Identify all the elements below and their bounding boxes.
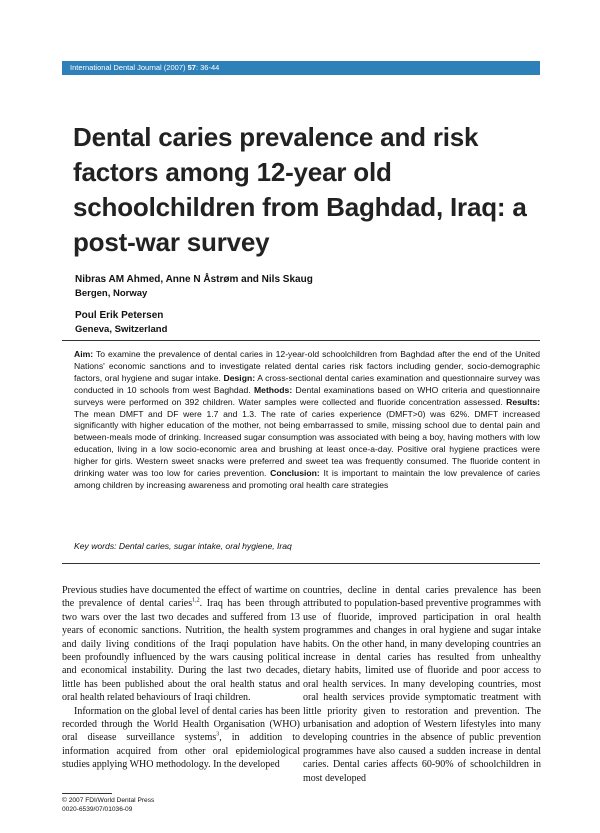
abstract-conclusion-text: It is important to maintain the low prevalence of caries among children by increasing awareness and promoting oral health care strategies bbox=[74, 468, 541, 490]
body-paragraph: Previous studies have documented the effect of wartime on the prevalence of dental caries$^{1,2}$. Iraq has been through two wars over the last two decades and suffered from 13 years of economic sanctions. Nutrition, the health system and daily living conditions of the Iraqi population have been profoundly influenced by the wars causing political and economical instability. During the last two decades, little has been published about the oral health status and oral health related behaviours of Iraqi children. bbox=[62, 585, 300, 704]
abstract-design-label: Design: bbox=[223, 372, 256, 383]
abstract-aim-label: Aim: bbox=[74, 349, 94, 359]
abstract-aim-text: To examine the prevalence of dental caries in 12-year-old schoolchildren from Baghdad after the end of the United Nations' economic sanctions and to investigate related dental caries risk factors including gender, socio-demographic factors, oral hygiene and sugar intake. bbox=[74, 349, 541, 383]
article-title: Dental caries prevalence and risk factors among 12-year old schoolchildren from Baghdad, Iraq: a post-war survey bbox=[73, 122, 527, 257]
abstract-conclusion-label: Conclusion: bbox=[270, 468, 320, 479]
abstract-bottom-rule bbox=[62, 563, 540, 564]
footer-rule bbox=[62, 793, 112, 794]
copyright-footer bbox=[62, 796, 154, 814]
author-block bbox=[75, 273, 313, 337]
journal-header-bar: International Dental Journal (2007) 57: 36-44 bbox=[62, 61, 540, 75]
body-column-left bbox=[62, 584, 300, 772]
issn-line: 0020-6539/07/01036-09 bbox=[62, 806, 133, 813]
journal-name: International Dental Journal (2007) bbox=[70, 63, 186, 72]
abstract-methods-label: Methods: bbox=[254, 384, 293, 395]
keywords: Key words: Dental caries, sugar intake, oral hygiene, Iraq bbox=[74, 541, 292, 551]
abstract-top-rule bbox=[62, 340, 540, 341]
author-location-2: Geneva, Switzerland bbox=[75, 324, 168, 335]
journal-pages: 36-44 bbox=[200, 63, 220, 72]
journal-volume: 57 bbox=[187, 63, 196, 72]
abstract-methods-text: Dental examinations based on WHO criteria and questionnaire surveys were performed on 392 children. Water samples were collected and fluoride concentration assessed. bbox=[74, 384, 540, 407]
abstract-design-text: A cross-sectional dental caries examination and questionnaire survey was conducted in 10 schools from west Baghdad. bbox=[74, 372, 540, 395]
author-location-1: Bergen, Norway bbox=[75, 288, 148, 299]
body-column-right bbox=[303, 584, 541, 785]
abstract bbox=[74, 349, 540, 492]
author-group-2: Poul Erik Petersen bbox=[75, 310, 164, 321]
body-paragraph: Information on the global level of dental caries has been recorded through the World Health Organisation (WHO) oral disease surveillance systems$^3$, in addition to information acquired from other oral epidemiological studies applying WHO methodology. In the developed bbox=[62, 705, 300, 771]
copyright-line: © 2007 FDI/World Dental Press bbox=[62, 797, 155, 804]
author-group-1: Nibras AM Ahmed, Anne N Åstrøm and Nils Skaug bbox=[75, 274, 313, 285]
abstract-results-label: Results: bbox=[506, 396, 541, 407]
abstract-results-text: The mean DMFT and DF were 1.7 and 1.3. The rate of caries experience (DMFT>0) was 62%. DMFT increased significantly with higher education of the mother, not being embarrassed to smile, missing school due to dental pain and between-meals mode of drinking. Increased sugar consumption was associated with being a boy, having mothers with low education, living in a low socio-economic area and brushing at least once-a-day. Positive oral hygiene practices were higher for girls. Western sweet snacks were preferred and sweet tea was frequently consumed. The fluoride content in drinking water was too low for caries prevention. bbox=[74, 408, 540, 479]
body-paragraph: countries, decline in dental caries prevalence has been attributed to population-based preventive programmes with use of fluoride, improved participation in oral health programmes and changes in oral hygiene and sugar intake habits. On the other hand, in many developing countries an increase in dental caries has resulted from unhealthy dietary habits, limited use of fluoride and poor access to oral health services. In many developing countries, most oral health services provide symptomatic treatment with little priority given to restoration and prevention. The urbanisation and adoption of Western lifestyles into many developing countries in the absence of public prevention programmes have also caused a sudden increase in dental caries. Dental caries affects 60-90% of schoolchildren in most developed bbox=[303, 585, 541, 784]
